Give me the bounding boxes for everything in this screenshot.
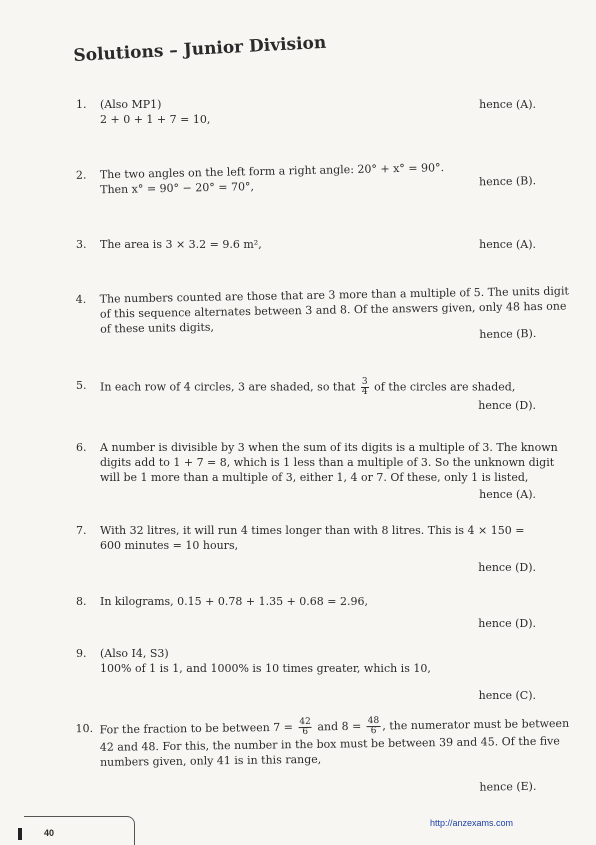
question-number: 4. bbox=[75, 292, 87, 307]
page-number: 40 bbox=[44, 828, 55, 838]
answer: hence (C). bbox=[478, 689, 536, 702]
solution-line: numbers given, only 41 is in this range, bbox=[99, 752, 322, 769]
solution-line: (Also MP1) bbox=[100, 98, 162, 111]
solution-line: (Also I4, S3) bbox=[100, 647, 169, 660]
numerator: 3 bbox=[361, 377, 368, 387]
solution-line: 42 and 48. For this, the number in the box must be between 39 and 45. Of the five bbox=[99, 734, 560, 754]
answer: hence (A). bbox=[479, 98, 536, 111]
answer: hence (E). bbox=[479, 779, 537, 794]
question-number: 3. bbox=[76, 238, 87, 251]
question-number: 10. bbox=[75, 721, 94, 736]
question-number: 8. bbox=[76, 595, 87, 608]
numerator: 42 bbox=[299, 716, 311, 728]
question-number: 1. bbox=[76, 98, 87, 111]
solution-10 bbox=[75, 715, 570, 801]
footer-marker bbox=[18, 828, 22, 840]
solution-1 bbox=[76, 97, 536, 129]
solution-line: 600 minutes = 10 hours, bbox=[100, 539, 239, 552]
solution-line: The area is 3 × 3.2 = 9.6 m², bbox=[100, 238, 262, 251]
solution-2 bbox=[76, 158, 537, 200]
solution-line: The numbers counted are those that are 3 more than a multiple of 5. The units digit bbox=[99, 284, 569, 306]
answer: hence (B). bbox=[478, 174, 537, 189]
fraction bbox=[361, 378, 369, 397]
answer: hence (A). bbox=[479, 238, 536, 251]
solution-line: of this sequence alternates between 3 and 8. Of the answers given, only 48 has one bbox=[99, 299, 567, 321]
answer: hence (D). bbox=[478, 617, 536, 630]
solution-5 bbox=[76, 378, 536, 414]
answer: hence (D). bbox=[478, 399, 536, 412]
solution-7 bbox=[76, 523, 536, 575]
denominator: 6 bbox=[302, 726, 309, 738]
fraction bbox=[298, 718, 312, 737]
solution-text: , the numerator must be between bbox=[382, 716, 570, 733]
question-number: 9. bbox=[76, 647, 87, 660]
solution-line bbox=[100, 378, 536, 397]
answer: hence (B). bbox=[479, 326, 537, 341]
solution-line: Then x° = 90° − 20° = 70°, bbox=[100, 180, 255, 197]
question-number: 5. bbox=[76, 379, 87, 392]
footer-tab bbox=[24, 816, 135, 845]
solution-line: With 32 litres, it will run 4 times longer than with 8 litres. This is 4 × 150 = bbox=[100, 524, 525, 537]
numerator: 48 bbox=[367, 715, 380, 727]
solution-text: and 8 = bbox=[317, 719, 362, 734]
solution-line: A number is divisible by 3 when the sum of its digits is a multiple of 3. The known bbox=[100, 441, 558, 454]
solution-3 bbox=[76, 237, 536, 253]
footer-url[interactable]: http://anzexams.com bbox=[430, 818, 514, 828]
solution-9 bbox=[76, 646, 536, 702]
answer: hence (D). bbox=[478, 561, 536, 574]
page-title: Solutions – Junior Division bbox=[72, 32, 327, 66]
solution-line: digits add to 1 + 7 = 8, which is 1 less than a multiple of 3. So the unknown digit bbox=[100, 456, 555, 469]
question-number: 6. bbox=[76, 441, 87, 454]
solution-4 bbox=[75, 284, 569, 348]
solution-line: 100% of 1 is 1, and 1000% is 10 times greater, which is 10, bbox=[100, 662, 431, 675]
question-number: 7. bbox=[76, 524, 87, 537]
question-number: 2. bbox=[75, 168, 87, 182]
solution-line: of these units digits, bbox=[100, 320, 215, 336]
denominator: 4 bbox=[361, 387, 368, 397]
solution-6 bbox=[76, 440, 558, 502]
solution-8 bbox=[76, 594, 536, 630]
denominator: 6 bbox=[370, 726, 377, 737]
solution-line: In kilograms, 0.15 + 0.78 + 1.35 + 0.68 = 2.96, bbox=[100, 595, 368, 608]
solution-line: 2 + 0 + 1 + 7 = 10, bbox=[100, 113, 211, 126]
solution-line: will be 1 more than a multiple of 3, either 1, 4 or 7. Of these, only 1 is listed, bbox=[100, 471, 529, 484]
fraction bbox=[367, 717, 381, 736]
answer: hence (A). bbox=[479, 488, 536, 501]
solution-text: of the circles are shaded, bbox=[374, 380, 516, 394]
solution-text: In each row of 4 circles, 3 are shaded, so that bbox=[100, 380, 356, 394]
solution-text: For the fraction to be between 7 = bbox=[99, 720, 294, 737]
solution-line: The two angles on the left form a right angle: 20° + x° = 90°. bbox=[99, 161, 445, 182]
